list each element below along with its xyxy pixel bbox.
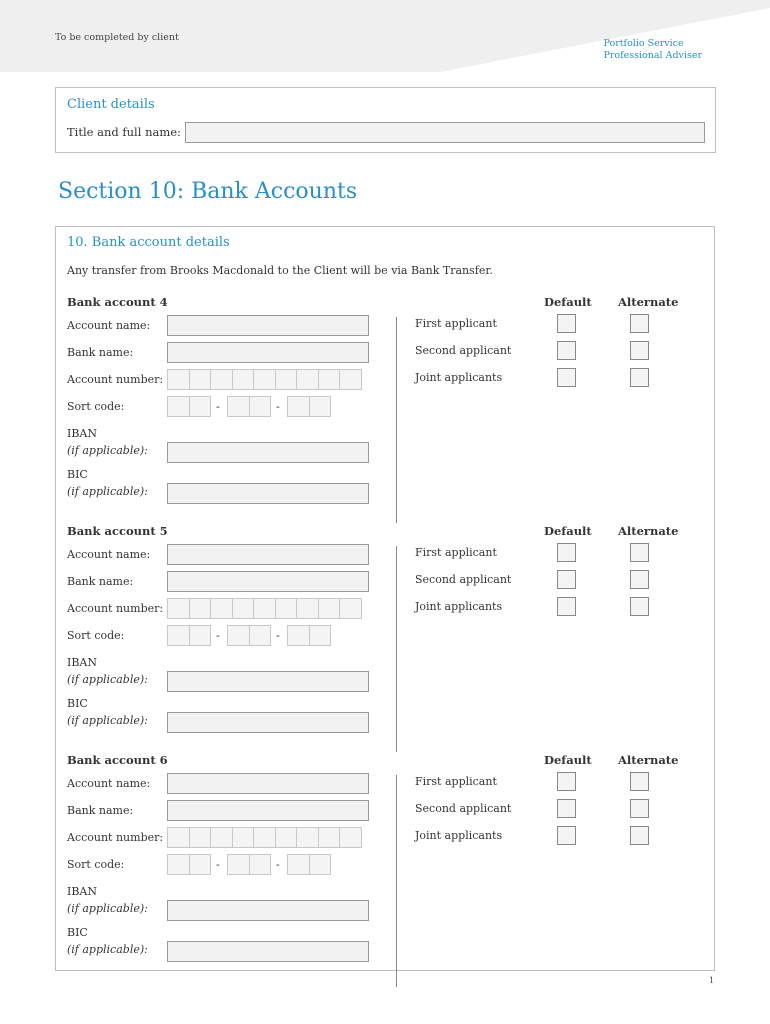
account-number-label: Account number: bbox=[67, 602, 164, 615]
sort-code-group bbox=[167, 625, 210, 646]
section-title: Section 10: Bank Accounts bbox=[58, 179, 358, 204]
applicant-label: Joint applicants bbox=[415, 829, 503, 842]
client-details-title: Client details bbox=[67, 97, 155, 112]
column-divider bbox=[396, 546, 397, 752]
applicant-label: First applicant bbox=[415, 546, 497, 559]
full-name-label: Title and full name: bbox=[67, 125, 181, 139]
sort-code-digit[interactable] bbox=[227, 396, 250, 417]
bank-name-input[interactable] bbox=[167, 342, 369, 363]
bank-name-label: Bank name: bbox=[67, 804, 134, 817]
account-number-label: Account number: bbox=[67, 373, 164, 386]
account-name-input[interactable] bbox=[167, 773, 369, 794]
bank-account-6 bbox=[56, 753, 716, 983]
bic-input[interactable] bbox=[167, 712, 369, 733]
account-number-digit[interactable] bbox=[210, 827, 233, 848]
account-number-digit[interactable] bbox=[339, 598, 362, 619]
applicant-label: First applicant bbox=[415, 317, 497, 330]
bank-details-heading: 10. Bank account details bbox=[67, 235, 230, 250]
bank-transfer-note: Any transfer from Brooks Macdonald to the Client will be via Bank Transfer. bbox=[67, 264, 493, 277]
service-line-1: Portfolio Service bbox=[603, 38, 684, 49]
client-details-box bbox=[55, 87, 716, 153]
alternate-checkbox[interactable] bbox=[630, 314, 649, 333]
account-number-digit[interactable] bbox=[275, 598, 298, 619]
account-number-digit[interactable] bbox=[189, 369, 212, 390]
alternate-checkbox[interactable] bbox=[630, 772, 649, 791]
bank-account-5 bbox=[56, 524, 716, 754]
default-checkbox[interactable] bbox=[557, 597, 576, 616]
applicant-label: First applicant bbox=[415, 775, 497, 788]
bank-account-title: Bank account 6 bbox=[67, 753, 168, 767]
default-column-header: Default bbox=[544, 753, 592, 767]
alternate-checkbox[interactable] bbox=[630, 368, 649, 387]
account-number-digit[interactable] bbox=[318, 598, 341, 619]
applicant-label: Second applicant bbox=[415, 802, 512, 815]
account-number-digit[interactable] bbox=[189, 827, 212, 848]
account-number-digit[interactable] bbox=[318, 827, 341, 848]
default-checkbox[interactable] bbox=[557, 341, 576, 360]
sort-code-digit[interactable] bbox=[167, 854, 190, 875]
sort-code-digit[interactable] bbox=[309, 625, 332, 646]
bank-name-label: Bank name: bbox=[67, 575, 134, 588]
applicant-label: Second applicant bbox=[415, 573, 512, 586]
header-band bbox=[0, 0, 770, 72]
account-number-digit[interactable] bbox=[253, 369, 276, 390]
bic-input[interactable] bbox=[167, 483, 369, 504]
bic-if-applicable: (if applicable): bbox=[67, 943, 148, 956]
iban-if-applicable: (if applicable): bbox=[67, 444, 148, 457]
bic-if-applicable: (if applicable): bbox=[67, 485, 148, 498]
sort-code-separator: - bbox=[216, 629, 220, 642]
iban-input[interactable] bbox=[167, 671, 369, 692]
iban-label: IBAN bbox=[67, 656, 97, 669]
sort-code-label: Sort code: bbox=[67, 400, 125, 413]
bank-name-label: Bank name: bbox=[67, 346, 134, 359]
account-name-label: Account name: bbox=[67, 548, 151, 561]
sort-code-digit[interactable] bbox=[189, 396, 212, 417]
account-number-cells bbox=[167, 827, 361, 848]
sort-code-digit[interactable] bbox=[249, 396, 272, 417]
alternate-checkbox[interactable] bbox=[630, 570, 649, 589]
bic-label: BIC bbox=[67, 468, 88, 481]
alternate-checkbox[interactable] bbox=[630, 543, 649, 562]
account-number-digit[interactable] bbox=[275, 369, 298, 390]
iban-label: IBAN bbox=[67, 885, 97, 898]
account-name-label: Account name: bbox=[67, 777, 151, 790]
sort-code-digit[interactable] bbox=[249, 854, 272, 875]
sort-code-digit[interactable] bbox=[167, 625, 190, 646]
account-name-label: Account name: bbox=[67, 319, 151, 332]
account-number-cells bbox=[167, 369, 361, 390]
sort-code-group bbox=[287, 854, 330, 875]
bic-label: BIC bbox=[67, 697, 88, 710]
account-number-digit[interactable] bbox=[189, 598, 212, 619]
account-number-digit[interactable] bbox=[232, 598, 255, 619]
sort-code-digit[interactable] bbox=[249, 625, 272, 646]
sort-code-separator: - bbox=[276, 629, 280, 642]
sort-code-separator: - bbox=[276, 400, 280, 413]
account-number-digit[interactable] bbox=[253, 827, 276, 848]
sort-code-group bbox=[227, 854, 270, 875]
sort-code-group bbox=[287, 625, 330, 646]
sort-code-label: Sort code: bbox=[67, 629, 125, 642]
account-number-digit[interactable] bbox=[296, 827, 319, 848]
column-divider bbox=[396, 775, 397, 987]
bic-label: BIC bbox=[67, 926, 88, 939]
iban-input[interactable] bbox=[167, 442, 369, 463]
account-number-digit[interactable] bbox=[318, 369, 341, 390]
alternate-column-header: Alternate bbox=[618, 295, 679, 309]
alternate-checkbox[interactable] bbox=[630, 799, 649, 818]
account-name-input[interactable] bbox=[167, 544, 369, 565]
sort-code-group bbox=[227, 396, 270, 417]
iban-input[interactable] bbox=[167, 900, 369, 921]
sort-code-digit[interactable] bbox=[309, 396, 332, 417]
account-number-digit[interactable] bbox=[167, 369, 190, 390]
default-checkbox[interactable] bbox=[557, 799, 576, 818]
service-line-2: Professional Adviser bbox=[603, 50, 702, 61]
sort-code-digit[interactable] bbox=[189, 625, 212, 646]
bic-input[interactable] bbox=[167, 941, 369, 962]
iban-if-applicable: (if applicable): bbox=[67, 673, 148, 686]
account-number-digit[interactable] bbox=[232, 369, 255, 390]
sort-code-digit[interactable] bbox=[189, 854, 212, 875]
account-number-digit[interactable] bbox=[296, 369, 319, 390]
account-number-digit[interactable] bbox=[210, 598, 233, 619]
sort-code-group bbox=[287, 396, 330, 417]
sort-code-group bbox=[167, 396, 210, 417]
account-number-label: Account number: bbox=[67, 831, 164, 844]
default-column-header: Default bbox=[544, 295, 592, 309]
column-divider bbox=[396, 317, 397, 523]
iban-if-applicable: (if applicable): bbox=[67, 902, 148, 915]
default-column-header: Default bbox=[544, 524, 592, 538]
alternate-column-header: Alternate bbox=[618, 524, 679, 538]
sort-code-digit[interactable] bbox=[287, 396, 310, 417]
account-number-digit[interactable] bbox=[253, 598, 276, 619]
alternate-checkbox[interactable] bbox=[630, 597, 649, 616]
account-name-input[interactable] bbox=[167, 315, 369, 336]
bic-if-applicable: (if applicable): bbox=[67, 714, 148, 727]
alternate-checkbox[interactable] bbox=[630, 826, 649, 845]
bank-account-title: Bank account 5 bbox=[67, 524, 168, 538]
bank-account-title: Bank account 4 bbox=[67, 295, 168, 309]
default-checkbox[interactable] bbox=[557, 826, 576, 845]
sort-code-digit[interactable] bbox=[287, 854, 310, 875]
account-number-digit[interactable] bbox=[339, 369, 362, 390]
default-checkbox[interactable] bbox=[557, 543, 576, 562]
default-checkbox[interactable] bbox=[557, 368, 576, 387]
account-number-digit[interactable] bbox=[167, 827, 190, 848]
account-number-digit[interactable] bbox=[296, 598, 319, 619]
account-number-digit[interactable] bbox=[275, 827, 298, 848]
full-name-input[interactable] bbox=[185, 122, 705, 143]
applicant-label: Joint applicants bbox=[415, 371, 503, 384]
applicant-label: Second applicant bbox=[415, 344, 512, 357]
sort-code-digit[interactable] bbox=[167, 396, 190, 417]
account-number-digit[interactable] bbox=[167, 598, 190, 619]
account-number-digit[interactable] bbox=[232, 827, 255, 848]
sort-code-digit[interactable] bbox=[287, 625, 310, 646]
account-number-cells bbox=[167, 598, 361, 619]
sort-code-digit[interactable] bbox=[227, 625, 250, 646]
sort-code-group bbox=[167, 854, 210, 875]
account-number-digit[interactable] bbox=[339, 827, 362, 848]
sort-code-separator: - bbox=[216, 858, 220, 871]
bank-name-input[interactable] bbox=[167, 571, 369, 592]
sort-code-label: Sort code: bbox=[67, 858, 125, 871]
sort-code-group bbox=[227, 625, 270, 646]
service-info bbox=[603, 38, 702, 62]
iban-label: IBAN bbox=[67, 427, 97, 440]
bank-name-input[interactable] bbox=[167, 800, 369, 821]
sort-code-digit[interactable] bbox=[309, 854, 332, 875]
sort-code-separator: - bbox=[276, 858, 280, 871]
default-checkbox[interactable] bbox=[557, 772, 576, 791]
default-checkbox[interactable] bbox=[557, 314, 576, 333]
alternate-column-header: Alternate bbox=[618, 753, 679, 767]
page-number: 1 bbox=[709, 976, 715, 985]
bank-account-4 bbox=[56, 295, 716, 525]
sort-code-separator: - bbox=[216, 400, 220, 413]
account-number-digit[interactable] bbox=[210, 369, 233, 390]
alternate-checkbox[interactable] bbox=[630, 341, 649, 360]
sort-code-digit[interactable] bbox=[227, 854, 250, 875]
completed-by-note: To be completed by client bbox=[55, 32, 179, 43]
applicant-label: Joint applicants bbox=[415, 600, 503, 613]
default-checkbox[interactable] bbox=[557, 570, 576, 589]
bank-details-box bbox=[55, 226, 715, 971]
